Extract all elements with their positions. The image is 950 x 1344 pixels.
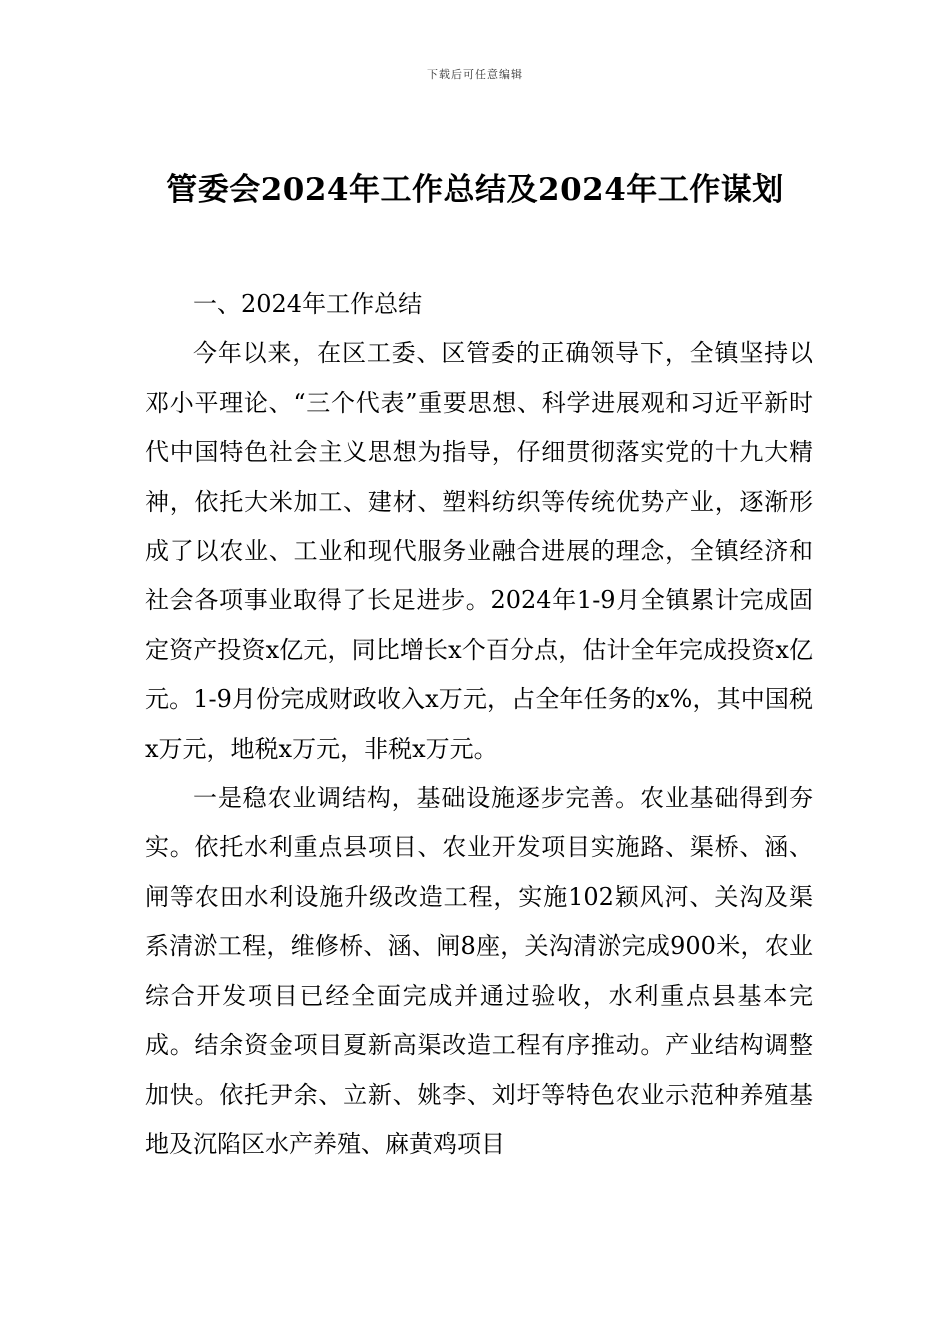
section-heading: 一、2024年工作总结 (193, 290, 423, 318)
paragraph-intro: 今年以来，在区工委、区管委的正确领导下，全镇坚持以邓小平理论、“三个代表”重要思想、科学进展观和习近平新时代中国特色社会主义思想为指导，仔细贯彻落实党的十九大精神，依托大米加工、建材、塑料纺织等传统优势产业，逐渐形成了以农业、工业和现代服务业融合进展的理念，全镇经济和社会各项事业取得了长足进步。2024年1-9月全镇累计完成固定资产投资x亿元，同比增长x个百分点，估计全年完成投资x亿元。1-9月份完成财政收入x万元，占全年任务的x%，其中国税x万元，地税x万元，非税x万元。 (145, 339, 813, 763)
document-body (145, 280, 813, 1169)
document-title: 管委会2024年工作总结及2024年工作谋划 (166, 172, 784, 208)
paragraph-agriculture: 一是稳农业调结构，基础设施逐步完善。农业基础得到夯实。依托水利重点县项目、农业开发项目实施路、渠桥、涵、闸等农田水利设施升级改造工程，实施102颖风河、关沟及渠系清淤工程，维修桥、涵、闸8座，关沟清淤完成900米，农业综合开发项目已经全面完成并通过验收，水利重点县基本完成。结余资金项目夏新高渠改造工程有序推动。产业结构调整加快。依托尹余、立新、姚李、刘圩等特色农业示范种养殖基地及沉陷区水产养殖、麻黄鸡项目 (145, 784, 813, 1158)
header-note: 下载后可任意编辑 (427, 68, 523, 81)
